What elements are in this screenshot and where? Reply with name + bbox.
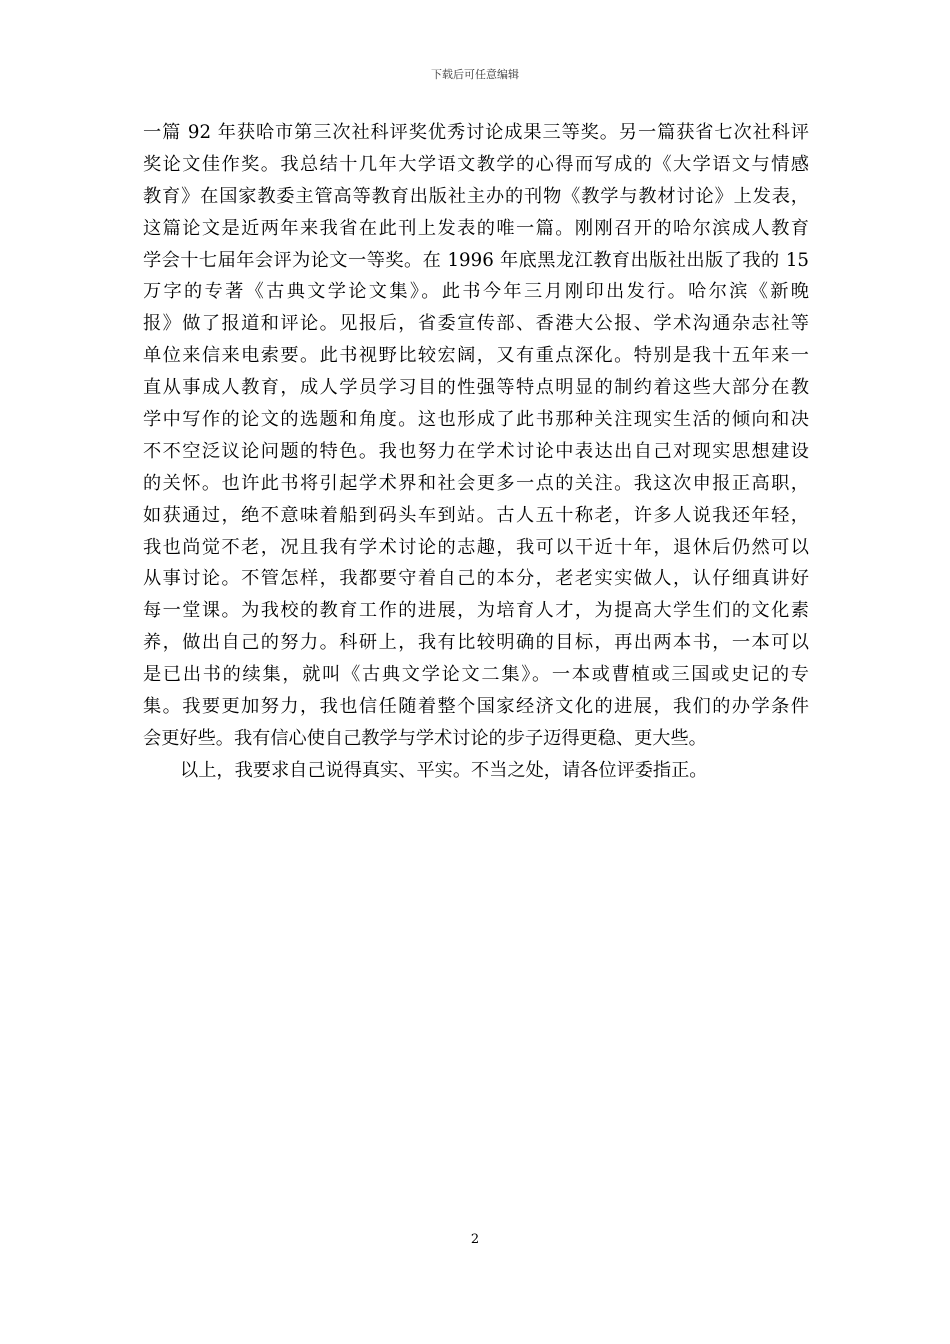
closing-paragraph: 以上，我要求自己说得真实、平实。不当之处，请各位评委指正。 <box>180 759 708 781</box>
body-line: 会更好些。我有信心使自己教学与学术讨论的步子迈得更稳、更大些。 <box>143 727 707 749</box>
body-line: 单位来信来电索要。此书视野比较宏阔，又有重点深化。特别是我十五年来一 <box>143 345 809 367</box>
body-line: 报》做了报道和评论。见报后，省委宣传部、香港大公报、学术沟通杂志社等 <box>143 313 809 335</box>
body-line: 我也尚觉不老，况且我有学术讨论的志趣，我可以干近十年，退休后仍然可以 <box>143 536 809 558</box>
body-line: 如获通过，绝不意味着船到码头车到站。古人五十称老，许多人说我还年轻， <box>143 504 809 526</box>
body-line: 万字的专著《古典文学论文集》。此书今年三月刚印出发行。哈尔滨《新晚 <box>143 281 809 303</box>
body-line: 学会十七届年会评为论文一等奖。在 1996 年底黑龙江教育出版社出版了我的 15 <box>143 249 809 271</box>
body-line: 学中写作的论文的选题和角度。这也形成了此书那种关注现实生活的倾向和决 <box>143 409 809 431</box>
body-line: 一篇 92 年获哈市第三次社科评奖优秀讨论成果三等奖。另一篇获省七次社科评 <box>143 122 809 143</box>
document-body <box>143 117 809 787</box>
body-line: 集。我要更加努力，我也信任随着整个国家经济文化的进展，我们的办学条件 <box>143 696 809 718</box>
body-line: 奖论文佳作奖。我总结十几年大学语文教学的心得而写成的《大学语文与情感 <box>143 153 809 175</box>
page-header-note: 下载后可任意编辑 <box>431 68 519 81</box>
body-line: 是已出书的续集，就叫《古典文学论文二集》。一本或曹植或三国或史记的专 <box>143 664 809 686</box>
body-line: 的关怀。也许此书将引起学术界和社会更多一点的关注。我这次申报正高职， <box>143 472 809 494</box>
body-line: 每一堂课。为我校的教育工作的进展，为培育人才，为提高大学生们的文化素 <box>143 600 809 622</box>
body-line: 直从事成人教育，成人学员学习目的性强等特点明显的制约着这些大部分在教 <box>143 377 809 399</box>
body-line: 从事讨论。不管怎样，我都要守着自己的本分，老老实实做人，认仔细真讲好 <box>143 568 809 590</box>
body-line: 这篇论文是近两年来我省在此刊上发表的唯一篇。刚刚召开的哈尔滨成人教育 <box>143 217 809 239</box>
body-line: 教育》在国家教委主管高等教育出版社主办的刊物《教学与教材讨论》上发表， <box>143 185 809 207</box>
page-number: 2 <box>470 1232 480 1247</box>
body-line: 不不空泛议论问题的特色。我也努力在学术讨论中表达出自己对现实思想建设 <box>143 440 809 462</box>
body-line: 养，做出自己的努力。科研上，我有比较明确的目标，再出两本书，一本可以 <box>143 632 809 654</box>
